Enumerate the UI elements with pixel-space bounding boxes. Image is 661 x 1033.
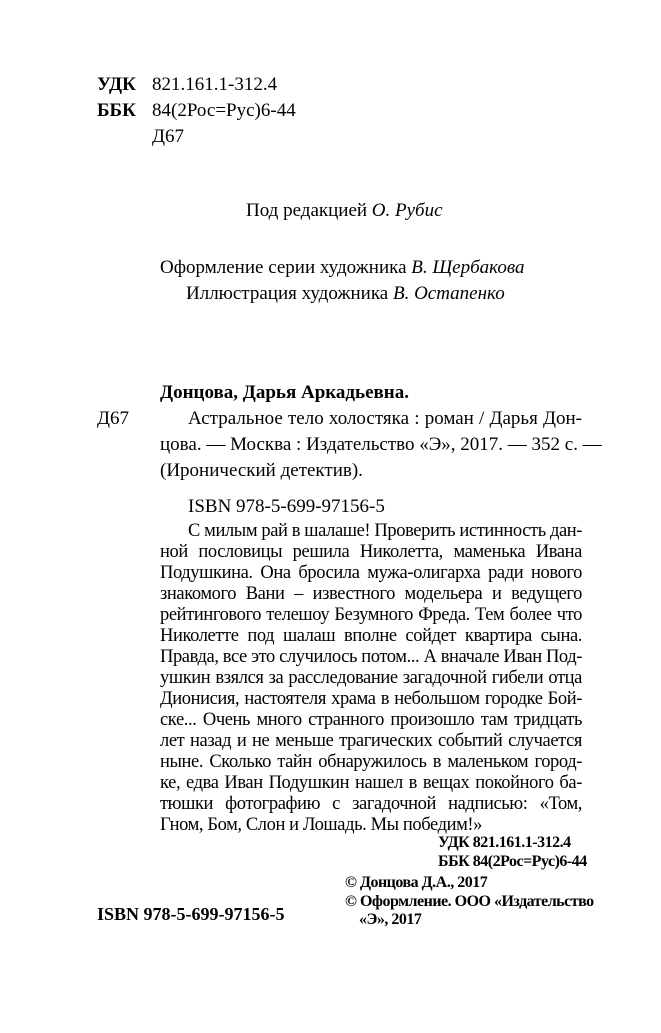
copyright-design-line1: © Оформление. ООО «Издательство: [345, 893, 594, 910]
annotation-line: ке, едва Иван Подушкин нашел в вещах покойного ба-: [160, 773, 582, 793]
author-heading: Донцова, Дарья Аркадьевна.: [160, 382, 409, 403]
annotation-line: ске... Очень много странного произошло там тридцать: [160, 710, 582, 730]
annotation-line: ной пословицы решила Николетта, маменька Ивана: [160, 542, 582, 562]
annotation-line: тюшки фотографию с загадочной надписью: «Том,: [160, 794, 582, 814]
series-design-name: В. Щербакова: [411, 257, 525, 278]
editor-name: О. Рубис: [371, 200, 443, 221]
annotation-line: ныне. Сколько тайн обнаружилось в маленьком город-: [160, 752, 582, 772]
annotation-line: Николетте под шалаш вполне сойдет квартира сына.: [160, 626, 582, 646]
footer-isbn: ISBN 978-5-699-97156-5: [97, 904, 285, 924]
description-line: Астральное тело холостяка : роман / Дарья Дон-: [188, 408, 582, 429]
annotation-line: Правда, все это случилось потом... А вначале Иван Под-: [160, 647, 582, 667]
udk-value: 821.161.1-312.4: [152, 74, 278, 95]
author-mark: Д67: [97, 408, 129, 429]
udk-label: УДК: [97, 74, 136, 95]
illustration-name: В. Остапенко: [392, 283, 505, 304]
annotation-line: Гном, Бом, Слон и Лошадь. Мы победим!»: [160, 815, 483, 835]
annotation-line: Дионисия, настоятеля храма в небольшом городке Бой-: [160, 689, 582, 709]
annotation-line: лет назад и не меньше трагических событий случается: [160, 731, 582, 751]
footer-udk: УДК 821.161.1-312.4: [438, 834, 571, 851]
illustration-credit: [186, 283, 505, 305]
series-design-prefix: Оформление серии художника: [160, 257, 407, 278]
copyright-design-line2: «Э», 2017: [359, 911, 422, 928]
description-line: (Иронический детектив).: [160, 460, 363, 481]
bbk-label: ББК: [97, 100, 136, 121]
series-design-credit: [160, 257, 524, 279]
annotation-line: С милым рай в шалаше! Проверить истинность дан-: [188, 521, 583, 541]
catalog-isbn: ISBN 978-5-699-97156-5: [188, 496, 385, 517]
annotation-line: ушкин взялся за расследование загадочной гибели отца: [160, 668, 582, 688]
copyright-author: © Донцова Д.А., 2017: [345, 874, 488, 891]
description-line: цова. — Москва : Издательство «Э», 2017. — 352 с. —: [160, 434, 602, 455]
editor-prefix: Под редакцией: [246, 200, 368, 221]
annotation-line: знакомого Вани – известного модельера и ведущего: [160, 584, 582, 604]
annotation-line: Подушкина. Она бросила мужа-олигарха ради нового: [160, 563, 582, 583]
annotation-line: рейтингового телешоу Безумного Фреда. Тем более что: [160, 605, 582, 625]
bbk-value: 84(2Рос=Рус)6-44: [152, 100, 296, 121]
footer-bbk: ББК 84(2Рос=Рус)6-44: [438, 853, 587, 870]
author-mark-top: Д67: [152, 126, 184, 147]
illustration-prefix: Иллюстрация художника: [186, 283, 389, 304]
editor-credit: [246, 200, 443, 222]
